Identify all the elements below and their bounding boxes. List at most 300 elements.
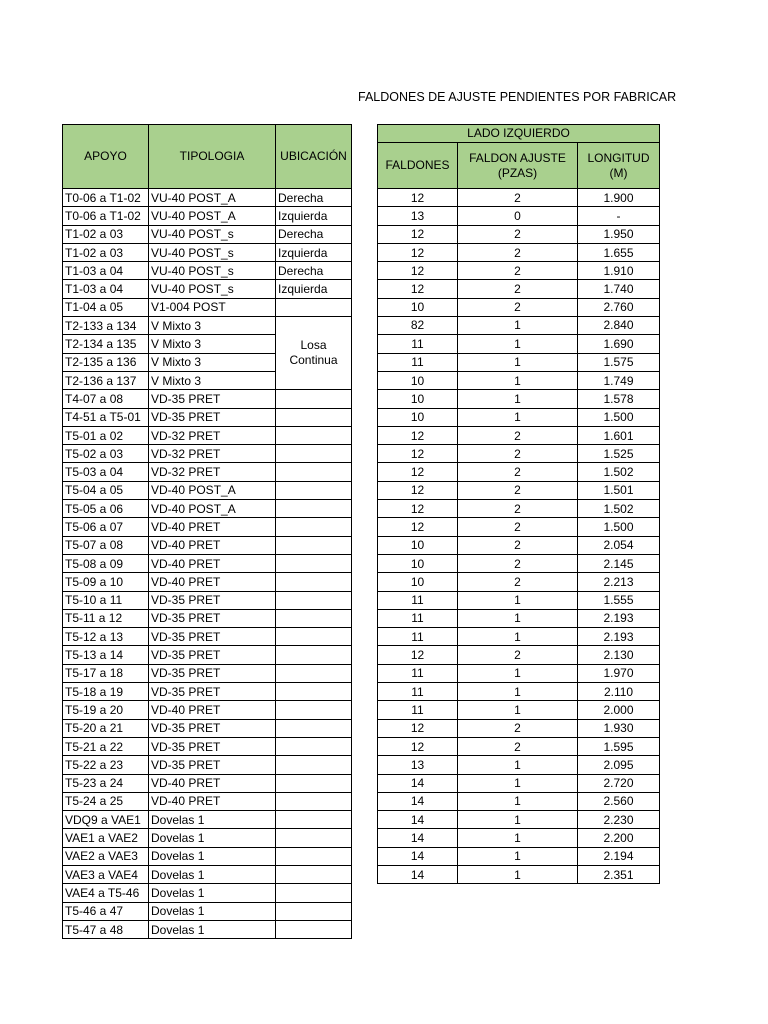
cell-longitud: 1.502 [578,463,660,481]
cell-apoyo: T5-18 a 19 [63,683,149,701]
cell-faldon-ajuste: 2 [458,225,578,243]
cell-ubicacion [276,554,352,572]
table-row [63,628,352,646]
cell-apoyo: VDQ9 a VAE1 [63,811,149,829]
cell-faldon-ajuste: 2 [458,280,578,298]
cell-ubicacion [276,426,352,444]
cell-faldones: 12 [378,463,458,481]
cell-ubicacion [276,298,352,316]
table-row [378,628,660,646]
cell-faldones: 10 [378,298,458,316]
cell-faldones: 12 [378,426,458,444]
table-row [378,335,660,353]
table-row [63,262,352,280]
table-row [378,207,660,225]
cell-longitud: 2.194 [578,847,660,865]
cell-longitud: 2.193 [578,609,660,627]
cell-ubicacion [276,664,352,682]
header-longitud-line2: (M) [609,165,628,180]
cell-faldon-ajuste: 0 [458,207,578,225]
cell-apoyo: T5-11 a 12 [63,609,149,627]
cell-longitud: 1.575 [578,353,660,371]
cell-faldon-ajuste: 2 [458,536,578,554]
cell-tipologia: VD-40 PRET [149,536,276,554]
cell-ubicacion [276,390,352,408]
cell-ubicacion [276,847,352,865]
cell-tipologia: VU-40 POST_s [149,280,276,298]
cell-tipologia: VU-40 POST_s [149,225,276,243]
cell-longitud: 2.560 [578,792,660,810]
table-row [378,426,660,444]
cell-ubicacion [276,646,352,664]
cell-ubicacion: Izquierda [276,207,352,225]
cell-apoyo: T4-51 a T5-01 [63,408,149,426]
cell-faldones: 10 [378,371,458,389]
cell-faldon-ajuste: 1 [458,353,578,371]
cell-apoyo: T5-24 a 25 [63,792,149,810]
table-row [378,865,660,883]
cell-apoyo: T1-04 a 05 [63,298,149,316]
cell-tipologia: VD-35 PRET [149,408,276,426]
cell-faldon-ajuste: 2 [458,426,578,444]
cell-tipologia: Dovelas 1 [149,884,276,902]
cell-longitud: 1.655 [578,243,660,261]
table-row [378,353,660,371]
cell-tipologia: VD-35 PRET [149,390,276,408]
table-row [378,683,660,701]
cell-apoyo: T4-07 a 08 [63,390,149,408]
cell-longitud: 2.200 [578,829,660,847]
cell-longitud: 1.910 [578,262,660,280]
table-row [63,408,352,426]
cell-longitud: 1.900 [578,189,660,207]
cell-longitud: 1.595 [578,737,660,755]
table-row [378,518,660,536]
cell-longitud: 2.095 [578,756,660,774]
header-longitud-line1: LONGITUD [587,150,650,165]
cell-longitud: 1.502 [578,500,660,518]
cell-longitud: 2.145 [578,554,660,572]
cell-ubicacion: Derecha [276,189,352,207]
cell-faldon-ajuste: 1 [458,792,578,810]
cell-longitud: 1.740 [578,280,660,298]
table-row [63,902,352,920]
cell-tipologia: V1-004 POST [149,298,276,316]
cell-ubicacion [276,829,352,847]
cell-apoyo: T5-04 a 05 [63,481,149,499]
cell-apoyo: T5-05 a 06 [63,500,149,518]
cell-apoyo: T2-133 a 134 [63,317,149,335]
cell-faldon-ajuste-merged: 1 [458,317,578,335]
cell-longitud: 1.930 [578,719,660,737]
cell-tipologia: Dovelas 1 [149,811,276,829]
table-row [378,280,660,298]
cell-longitud: - [578,207,660,225]
cell-faldon-ajuste: 1 [458,591,578,609]
cell-faldones: 11 [378,664,458,682]
cell-faldones: 12 [378,189,458,207]
cell-faldon-ajuste: 1 [458,829,578,847]
cell-faldon-ajuste: 2 [458,189,578,207]
cell-apoyo: T2-135 a 136 [63,353,149,371]
table-row [63,646,352,664]
cell-faldones-merged: 82 [378,317,458,335]
table-row [378,243,660,261]
table-row [63,189,352,207]
cell-faldon-ajuste: 1 [458,865,578,883]
table-row [63,243,352,261]
table-row [63,445,352,463]
cell-faldones: 12 [378,719,458,737]
cell-apoyo: T5-23 a 24 [63,774,149,792]
cell-longitud: 2.110 [578,683,660,701]
cell-faldon-ajuste: 1 [458,609,578,627]
table-row [378,445,660,463]
cell-tipologia: VD-35 PRET [149,683,276,701]
cell-apoyo: T5-20 a 21 [63,719,149,737]
cell-ubicacion [276,683,352,701]
cell-faldon-ajuste: 1 [458,371,578,389]
cell-faldones: 11 [378,609,458,627]
table-row [63,463,352,481]
cell-tipologia: VD-40 PRET [149,573,276,591]
cell-faldon-ajuste: 2 [458,737,578,755]
table-row [378,554,660,572]
cell-tipologia: VD-40 PRET [149,774,276,792]
cell-ubicacion: Derecha [276,225,352,243]
cell-tipologia: V Mixto 3 [149,335,276,353]
right-group-header-row [378,125,660,143]
cell-longitud: 1.690 [578,335,660,353]
table-row [63,737,352,755]
cell-tipologia: VD-40 PRET [149,701,276,719]
cell-tipologia: VD-40 PRET [149,554,276,572]
cell-faldon-ajuste: 1 [458,335,578,353]
cell-apoyo: T5-08 a 09 [63,554,149,572]
ubicacion-merged-line1: Losa [300,338,327,353]
cell-tipologia: V Mixto 3 [149,371,276,389]
table-row [378,664,660,682]
table-row [63,280,352,298]
cell-faldones: 11 [378,701,458,719]
table-row [378,774,660,792]
cell-tipologia: VD-32 PRET [149,463,276,481]
cell-tipologia: VD-35 PRET [149,646,276,664]
table-row [378,646,660,664]
cell-faldon-ajuste: 1 [458,701,578,719]
cell-tipologia: VD-32 PRET [149,426,276,444]
cell-longitud: 1.950 [578,225,660,243]
cell-apoyo: T1-03 a 04 [63,280,149,298]
table-row [63,683,352,701]
cell-faldones: 12 [378,243,458,261]
header-tipologia: TIPOLOGIA [149,125,276,189]
cell-faldones: 12 [378,500,458,518]
cell-faldones: 12 [378,262,458,280]
cell-faldon-ajuste: 2 [458,445,578,463]
cell-faldon-ajuste: 1 [458,664,578,682]
cell-faldones: 11 [378,591,458,609]
cell-tipologia: VD-32 PRET [149,445,276,463]
table-row [63,225,352,243]
cell-faldones: 10 [378,536,458,554]
cell-apoyo: VAE2 a VAE3 [63,847,149,865]
cell-apoyo: T5-01 a 02 [63,426,149,444]
cell-faldones: 14 [378,847,458,865]
cell-ubicacion [276,518,352,536]
cell-faldon-ajuste: 1 [458,628,578,646]
cell-tipologia: VD-40 POST_A [149,481,276,499]
cell-tipologia: VD-35 PRET [149,664,276,682]
cell-longitud: 2.130 [578,646,660,664]
cell-faldones: 14 [378,792,458,810]
cell-apoyo: T5-03 a 04 [63,463,149,481]
cell-faldon-ajuste: 1 [458,847,578,865]
table-row [378,225,660,243]
cell-faldon-ajuste: 1 [458,390,578,408]
table-row [63,207,352,225]
cell-longitud: 2.720 [578,774,660,792]
header-faldon-ajuste-line2: (PZAS) [497,165,538,180]
cell-faldon-ajuste: 2 [458,500,578,518]
left-table-body [63,189,352,939]
cell-ubicacion [276,628,352,646]
table-row [63,884,352,902]
table-row [63,792,352,810]
header-faldon-ajuste [458,143,578,189]
cell-ubicacion [276,591,352,609]
table-row [378,390,660,408]
cell-apoyo: T1-02 a 03 [63,225,149,243]
cell-ubicacion [276,408,352,426]
table-row [63,774,352,792]
cell-apoyo: T5-10 a 11 [63,591,149,609]
cell-apoyo: VAE3 a VAE4 [63,865,149,883]
cell-tipologia: VD-40 POST_A [149,500,276,518]
table-row [63,756,352,774]
cell-apoyo: T5-47 a 48 [63,920,149,938]
cell-longitud: 1.501 [578,481,660,499]
cell-longitud: 2.054 [578,536,660,554]
cell-faldones: 14 [378,811,458,829]
table-row [63,518,352,536]
table-row [63,390,352,408]
cell-tipologia: Dovelas 1 [149,902,276,920]
table-row [63,591,352,609]
cell-longitud: 1.601 [578,426,660,444]
cell-longitud: 1.525 [578,445,660,463]
header-faldones: FALDONES [378,143,458,189]
cell-tipologia: VD-35 PRET [149,628,276,646]
cell-ubicacion [276,701,352,719]
header-ubicacion: UBICACIÓN [276,125,352,189]
cell-faldon-ajuste: 2 [458,481,578,499]
header-faldon-ajuste-line1: FALDON AJUSTE [469,150,566,165]
cell-tipologia: VD-35 PRET [149,719,276,737]
cell-ubicacion [276,500,352,518]
cell-longitud: 2.000 [578,701,660,719]
cell-faldones: 12 [378,646,458,664]
cell-apoyo: T2-136 a 137 [63,371,149,389]
table-row [378,756,660,774]
cell-tipologia: VU-40 POST_s [149,243,276,261]
header-lado-izquierdo: LADO IZQUIERDO [378,125,660,143]
cell-ubicacion [276,481,352,499]
cell-faldones: 11 [378,683,458,701]
cell-apoyo: T0-06 a T1-02 [63,207,149,225]
cell-tipologia: VU-40 POST_s [149,262,276,280]
cell-faldones: 14 [378,865,458,883]
cell-faldon-ajuste: 1 [458,774,578,792]
cell-faldon-ajuste: 2 [458,243,578,261]
cell-faldones: 12 [378,518,458,536]
cell-longitud: 1.749 [578,371,660,389]
cell-faldon-ajuste: 1 [458,408,578,426]
table-row [63,847,352,865]
cell-tipologia: VD-35 PRET [149,756,276,774]
cell-faldon-ajuste: 2 [458,262,578,280]
cell-apoyo: T5-12 a 13 [63,628,149,646]
table-row [63,609,352,627]
cell-apoyo: T5-09 a 10 [63,573,149,591]
cell-faldones: 10 [378,573,458,591]
cell-longitud: 1.500 [578,518,660,536]
cell-longitud: 1.500 [578,408,660,426]
cell-faldones: 14 [378,829,458,847]
table-row [378,408,660,426]
table-row [63,920,352,938]
cell-apoyo: T5-22 a 23 [63,756,149,774]
cell-tipologia: Dovelas 1 [149,865,276,883]
cell-faldones: 14 [378,774,458,792]
cell-ubicacion [276,609,352,627]
table-row [63,829,352,847]
table-row [378,847,660,865]
cell-faldon-ajuste: 2 [458,554,578,572]
cell-apoyo: T5-46 a 47 [63,902,149,920]
cell-ubicacion-merged [276,317,352,390]
table-row [63,317,352,335]
left-table [62,124,352,939]
table-row [63,536,352,554]
cell-ubicacion [276,573,352,591]
table-row [63,554,352,572]
cell-faldon-ajuste: 2 [458,646,578,664]
cell-faldones: 12 [378,481,458,499]
cell-ubicacion [276,463,352,481]
cell-apoyo: T5-02 a 03 [63,445,149,463]
cell-faldones: 10 [378,408,458,426]
cell-tipologia: V Mixto 3 [149,317,276,335]
cell-longitud: 2.193 [578,628,660,646]
cell-ubicacion [276,884,352,902]
cell-ubicacion [276,756,352,774]
cell-longitud: 2.213 [578,573,660,591]
cell-faldon-ajuste: 1 [458,683,578,701]
cell-apoyo: VAE1 a VAE2 [63,829,149,847]
table-row [63,481,352,499]
cell-faldones: 12 [378,280,458,298]
table-row [63,298,352,316]
table-row [378,591,660,609]
table-row [63,500,352,518]
table-row [378,609,660,627]
cell-faldones: 13 [378,756,458,774]
cell-faldon-ajuste: 2 [458,719,578,737]
table-row [378,829,660,847]
table-row [63,719,352,737]
cell-ubicacion [276,920,352,938]
table-row [378,536,660,554]
cell-apoyo: T5-17 a 18 [63,664,149,682]
cell-ubicacion: Izquierda [276,280,352,298]
cell-apoyo: T1-02 a 03 [63,243,149,261]
table-row [63,664,352,682]
right-table-body [378,189,660,884]
cell-ubicacion [276,536,352,554]
cell-tipologia: Dovelas 1 [149,829,276,847]
cell-longitud: 2.760 [578,298,660,316]
table-row [378,262,660,280]
cell-apoyo: T5-13 a 14 [63,646,149,664]
table-row [378,573,660,591]
table-row [378,701,660,719]
cell-tipologia: VU-40 POST_A [149,189,276,207]
table-row [378,792,660,810]
cell-ubicacion [276,865,352,883]
cell-ubicacion [276,774,352,792]
cell-faldones: 11 [378,353,458,371]
cell-apoyo: T0-06 a T1-02 [63,189,149,207]
cell-faldones: 10 [378,554,458,572]
cell-tipologia: VD-35 PRET [149,591,276,609]
cell-longitud: 2.351 [578,865,660,883]
table-row [63,573,352,591]
cell-tipologia: VD-40 PRET [149,792,276,810]
table-row [378,189,660,207]
cell-tipologia: Dovelas 1 [149,847,276,865]
right-header-row [378,143,660,189]
table-row [378,481,660,499]
table-row [378,811,660,829]
cell-faldon-ajuste: 2 [458,298,578,316]
cell-faldones: 12 [378,445,458,463]
cell-faldones: 11 [378,335,458,353]
table-row [63,865,352,883]
cell-ubicacion [276,902,352,920]
cell-apoyo: T2-134 a 135 [63,335,149,353]
cell-faldon-ajuste: 2 [458,463,578,481]
table-row [378,298,660,316]
cell-longitud-merged: 2.840 [578,317,660,335]
cell-faldon-ajuste: 1 [458,811,578,829]
table-row [378,500,660,518]
cell-ubicacion [276,792,352,810]
cell-longitud: 2.230 [578,811,660,829]
table-row [378,371,660,389]
cell-apoyo: T5-21 a 22 [63,737,149,755]
cell-faldones: 12 [378,737,458,755]
table-row [63,811,352,829]
cell-faldones: 13 [378,207,458,225]
cell-apoyo: VAE4 a T5-46 [63,884,149,902]
cell-faldon-ajuste: 2 [458,573,578,591]
cell-tipologia: V Mixto 3 [149,353,276,371]
header-apoyo: APOYO [63,125,149,189]
ubicacion-merged-line2: Continua [289,353,338,368]
cell-ubicacion [276,737,352,755]
table-row [63,426,352,444]
